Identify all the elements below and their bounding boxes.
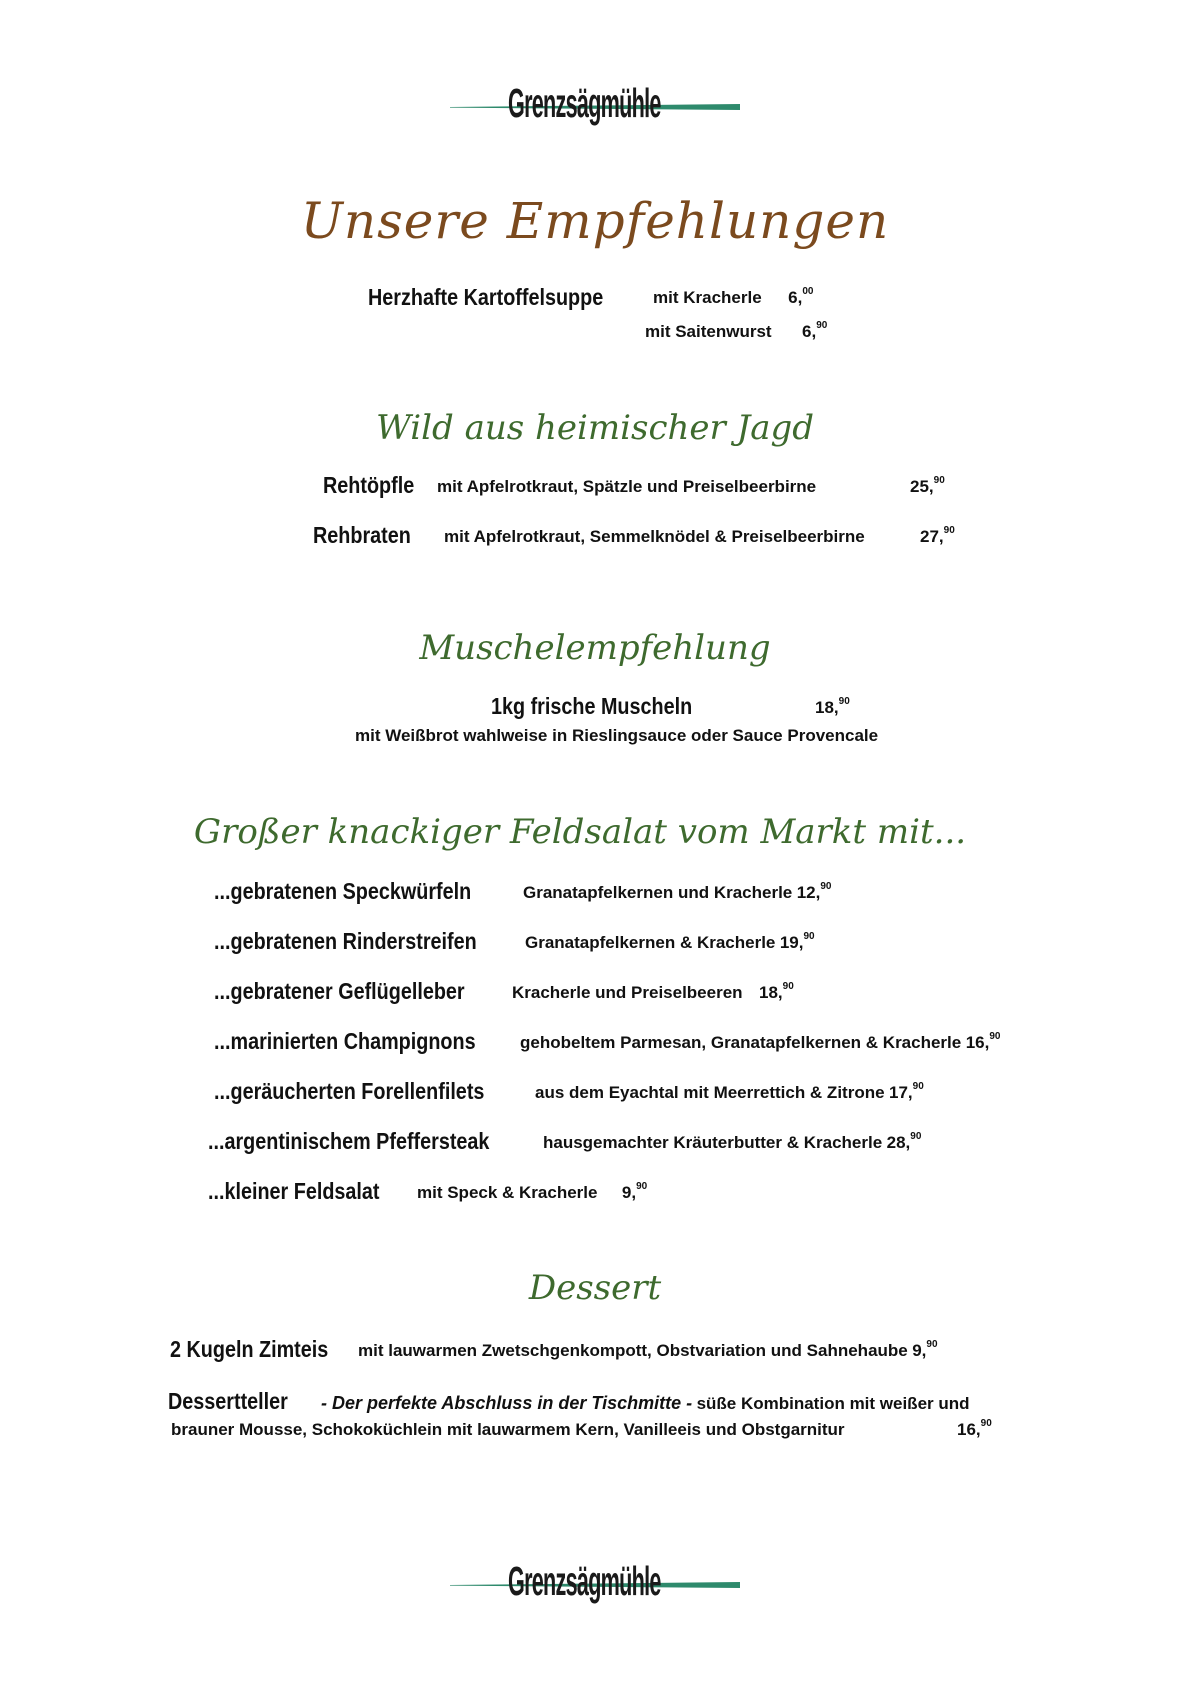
section-heading-feldsalat: Großer knackiger Feldsalat vom Markt mit... [193,812,967,852]
item-desc: hausgemachter Kräuterbutter & Kracherle [543,1133,883,1152]
menu-item-soup [368,284,641,311]
section-heading-muscheln: Muschelempfehlung [419,628,771,668]
soup-variant-1 [653,288,813,308]
menu-item [323,472,429,499]
item-desc: Granatapfelkernen & Kracherle [525,933,776,952]
menu-item [214,928,519,955]
item-desc-row [525,933,815,953]
item-price: 6,90 [802,320,828,341]
item-desc-row [437,477,816,497]
item-name: 1kg frische Muscheln [491,693,693,719]
menu-item [208,1128,535,1155]
item-name: 2 Kugeln Zimteis [170,1336,329,1362]
item-name: Rehbraten [313,522,411,548]
item-desc: Granatapfelkernen und Kracherle [523,883,793,902]
item-desc-row [444,527,865,547]
item-name: Rehtöpfle [323,472,415,498]
item-desc: gehobeltem Parmesan, Granatapfelkernen & Kracherle [520,1033,962,1052]
item-desc: mit lauwarmen Zwetschgenkompott, Obstvariation und Sahnehaube [358,1341,908,1360]
item-desc: mit Weißbrot wahlweise in Rieslingsauce oder Sauce Provencale [355,726,879,745]
item-desc: mit Saitenwurst [645,322,772,341]
item-price: 16,90 [957,1418,992,1439]
menu-item [214,1028,518,1055]
brand-name: Grenzsägmühle [508,1560,661,1605]
item-price: 17,90 [889,1081,924,1102]
item-price: 19,90 [779,931,815,952]
item-desc-row [523,883,831,903]
menu-item [313,522,427,549]
item-name: Dessertteller [168,1388,288,1414]
item-desc-row [355,726,878,746]
menu-item [170,1336,354,1363]
item-desc-row [512,983,794,1003]
item-desc-row [520,1033,1000,1053]
item-name: ...geräucherten Forellenfilets [214,1078,485,1104]
menu-item [214,978,505,1005]
section-heading-dessert: Dessert [528,1268,662,1308]
item-desc-row [358,1341,938,1361]
brand-name: Grenzsägmühle [508,82,661,127]
item-name: ...marinierten Champignons [214,1028,476,1054]
item-name: ...gebratenen Rinderstreifen [214,928,477,954]
item-name: Herzhafte Kartoffelsuppe [368,284,604,310]
item-desc: mit Kracherle [653,288,762,307]
menu-item [491,693,725,720]
menu-item [208,1178,407,1205]
item-desc-row [543,1133,921,1153]
item-price: 28,90 [886,1131,922,1152]
item-desc: aus dem Eyachtal mit Meerrettich & Zitrone [535,1083,885,1102]
menu-item [214,1078,528,1105]
item-name: ...gebratener Geflügelleber [214,978,465,1004]
item-desc: Kracherle und Preiselbeeren [512,983,743,1002]
item-name: ...argentinischem Pfeffersteak [208,1128,490,1154]
brand-logo-top [450,82,740,132]
item-desc: mit Speck & Kracherle [417,1183,598,1202]
item-desc-row [171,1420,845,1440]
item-price: 6,00 [788,286,814,307]
item-desc: süße Kombination mit weißer und [696,1394,970,1413]
menu-item [168,1388,307,1415]
item-desc: mit Apfelrotkraut, Spätzle und Preiselbeerbirne [437,477,817,496]
item-price: 27,90 [920,525,955,546]
item-tagline: - Der perfekte Abschluss in der Tischmitte - [321,1393,693,1413]
item-price: 16,90 [965,1031,1001,1052]
item-desc-row [417,1183,647,1203]
item-price: 9,90 [912,1339,938,1360]
item-price: 25,90 [910,475,945,496]
item-price: 18,90 [815,696,850,717]
item-desc: mit Apfelrotkraut, Semmelknödel & Preiselbeerbirne [444,527,865,546]
item-price: 12,90 [796,881,832,902]
item-desc-continued: brauner Mousse, Schokoküchlein mit lauwarmem Kern, Vanilleeis und Obstgarnitur [171,1420,845,1439]
brand-logo-bottom [450,1560,740,1610]
section-heading-wild: Wild aus heimischer Jagd [375,408,815,448]
item-desc-row [535,1083,924,1103]
page-title: Unsere Empfehlungen [300,192,890,250]
soup-variant-2 [645,322,827,342]
item-name: ...gebratenen Speckwürfeln [214,878,472,904]
item-price: 9,90 [621,1181,648,1202]
item-tagline-row [321,1393,970,1414]
item-price: 18,90 [759,981,794,1002]
item-name: ...kleiner Feldsalat [208,1178,380,1204]
menu-item [214,878,513,905]
